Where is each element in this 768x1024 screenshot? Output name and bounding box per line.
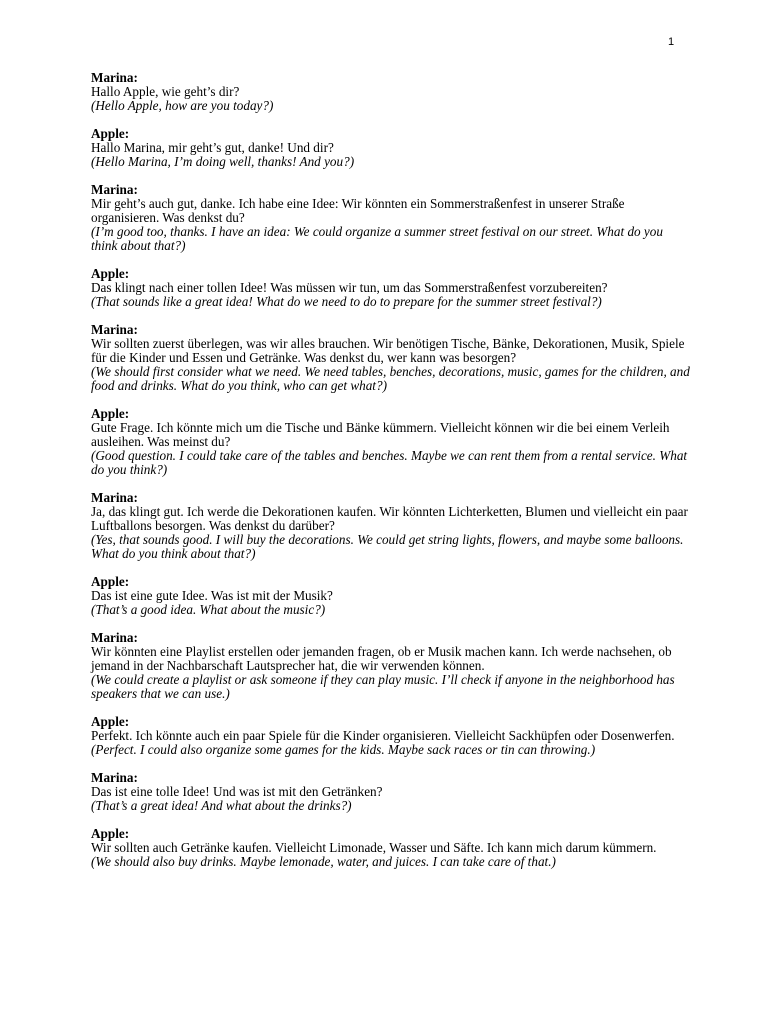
speaker-name: Marina: [91,182,138,197]
german-line: Ja, das klingt gut. Ich werde die Dekorationen kaufen. Wir könnten Lichterketten, Blumen und vielleicht ein paar Luftballons besorgen. Was denkst du darüber? [91,504,688,533]
dialogue-exchange [91,631,691,701]
german-line: Mir geht’s auch gut, danke. Ich habe eine Idee: Wir könnten ein Sommerstraßenfest in unserer Straße organisieren. Was denkst du? [91,196,625,225]
dialogue-exchange [91,771,691,813]
german-line: Das ist eine gute Idee. Was ist mit der Musik? [91,588,333,603]
speaker-name: Apple: [91,714,130,729]
speaker-name: Apple: [91,406,130,421]
german-line: Wir sollten zuerst überlegen, was wir alles brauchen. Wir benötigen Tische, Bänke, Dekorationen, Musik, Spiele für die Kinder und Essen und Getränke. Was denkst du, wer kann was besorgen? [91,336,685,365]
german-line: Perfekt. Ich könnte auch ein paar Spiele für die Kinder organisieren. Vielleicht Sackhüpfen oder Dosenwerfen. [91,728,675,743]
german-line: Hallo Apple, wie geht’s dir? [91,84,240,99]
speaker-name: Apple: [91,126,130,141]
speaker-name: Apple: [91,266,130,281]
english-translation: (That’s a great idea! And what about the drinks?) [91,798,352,813]
german-line: Wir könnten eine Playlist erstellen oder jemanden fragen, ob er Musik machen kann. Ich werde nachsehen, ob jemand in der Nachbarschaft Lautsprecher hat, die wir verwenden können. [91,644,672,673]
english-translation: (That sounds like a great idea! What do we need to do to prepare for the summer street festival?) [91,294,602,309]
german-line: Das ist eine tolle Idee! Und was ist mit den Getränken? [91,784,383,799]
dialogue-exchange [91,715,691,757]
english-translation: (I’m good too, thanks. I have an idea: We could organize a summer street festival on our street. What do you think about that?) [91,224,663,253]
english-translation: (That’s a good idea. What about the music?) [91,602,326,617]
english-translation: (Perfect. I could also organize some games for the kids. Maybe sack races or tin can throwing.) [91,742,596,757]
dialogue-exchange [91,127,691,169]
speaker-name: Marina: [91,490,138,505]
german-line: Das klingt nach einer tollen Idee! Was müssen wir tun, um das Sommerstraßenfest vorzubereiten? [91,280,608,295]
german-line: Hallo Marina, mir geht’s gut, danke! Und dir? [91,140,334,155]
speaker-name: Marina: [91,322,138,337]
speaker-name: Apple: [91,574,130,589]
dialogue-exchange [91,827,691,869]
speaker-name: Apple: [91,826,130,841]
dialogue-exchange [91,323,691,393]
english-translation: (We should first consider what we need. We need tables, benches, decorations, music, games for the children, and food and drinks. What do you think, who can get what?) [91,364,690,393]
dialogue-exchange [91,71,691,113]
german-line: Wir sollten auch Getränke kaufen. Vielleicht Limonade, Wasser und Säfte. Ich kann mich darum kümmern. [91,840,657,855]
speaker-name: Marina: [91,770,138,785]
english-translation: (Good question. I could take care of the tables and benches. Maybe we can rent them from a rental service. What do you think?) [91,448,688,477]
dialogue-exchange [91,575,691,617]
english-translation: (We should also buy drinks. Maybe lemonade, water, and juices. I can take care of that.) [91,854,556,869]
english-translation: (Hello Marina, I’m doing well, thanks! And you?) [91,154,355,169]
english-translation: (Yes, that sounds good. I will buy the decorations. We could get string lights, flowers, and maybe some balloons. What do you think about that?) [91,532,684,561]
speaker-name: Marina: [91,70,138,85]
speaker-name: Marina: [91,630,138,645]
dialogue-body [91,71,691,883]
dialogue-exchange [91,267,691,309]
english-translation: (We could create a playlist or ask someone if they can play music. I’ll check if anyone in the neighborhood has speakers that we can use.) [91,672,675,701]
dialogue-exchange [91,407,691,477]
english-translation: (Hello Apple, how are you today?) [91,98,274,113]
page-number: 1 [668,36,675,48]
dialogue-exchange [91,491,691,561]
dialogue-exchange [91,183,691,253]
german-line: Gute Frage. Ich könnte mich um die Tische und Bänke kümmern. Vielleicht können wir die bei einem Verleih ausleihen. Was meinst du? [91,420,670,449]
